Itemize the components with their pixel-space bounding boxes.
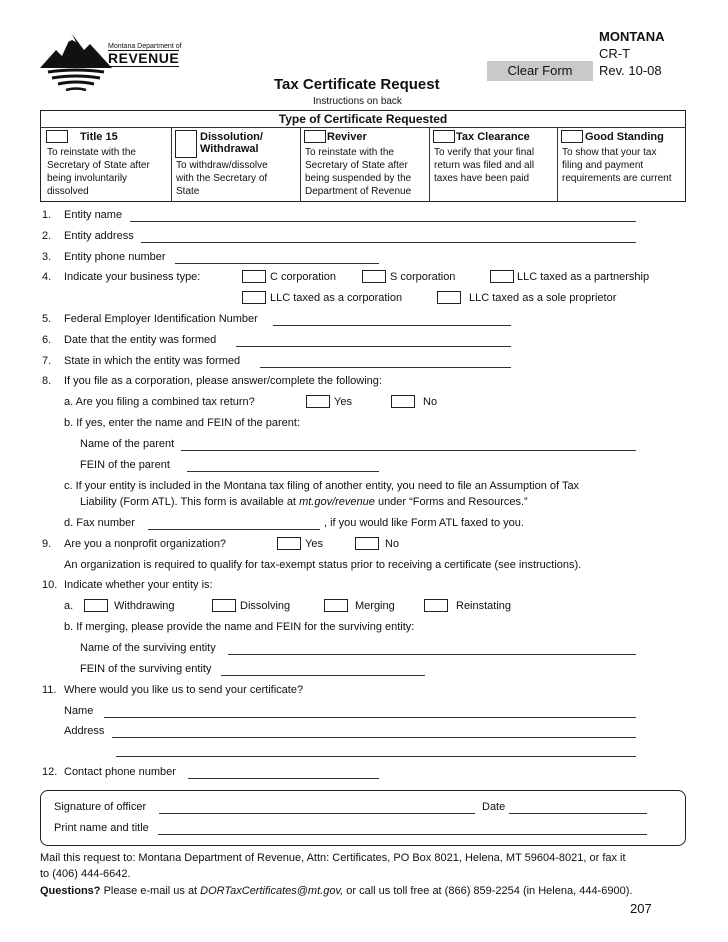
q12-number: 12. — [42, 766, 58, 778]
q5-label: Federal Employer Identification Number — [64, 313, 258, 325]
q11-label: Where would you like us to send your certificate? — [64, 684, 304, 696]
nonprofit-no-label: No — [385, 538, 400, 550]
nonprofit-yes-label: Yes — [305, 538, 323, 550]
dissolving-label: Dissolving — [240, 600, 291, 612]
q6-number: 6. — [42, 334, 52, 346]
llc-corporation-label: LLC taxed as a corporation — [270, 292, 403, 304]
q8c-line2: Liability (Form ATL). This form is available at mt.gov/revenue under “Forms and Resources.” — [80, 496, 528, 508]
fax-label: d. Fax number — [64, 517, 135, 529]
q8-number: 8. — [42, 375, 52, 387]
fax-note: , if you would like Form ATL faxed to you. — [324, 517, 524, 529]
q3-number: 3. — [42, 251, 52, 263]
q2-number: 2. — [42, 230, 52, 242]
nonprofit-yes-checkbox[interactable] — [277, 537, 301, 550]
q10b-label: b. If merging, please provide the name and FEIN for the surviving entity: — [64, 621, 415, 633]
q8-label: If you file as a corporation, please answer/complete the following: — [64, 375, 382, 387]
combined-no-checkbox[interactable] — [391, 395, 415, 408]
print-name-label: Print name and title — [54, 822, 149, 834]
contact-phone-field[interactable] — [188, 778, 379, 779]
q3-label: Entity phone number — [64, 251, 166, 263]
q9-label: Are you a nonprofit organization? — [64, 538, 227, 550]
q6-label: Date that the entity was formed — [64, 334, 217, 346]
q9-number: 9. — [42, 538, 52, 550]
q10-label: Indicate whether your entity is: — [64, 579, 213, 591]
page-title: Tax Certificate Request — [274, 76, 440, 93]
combined-no-label: No — [423, 396, 438, 408]
reviver-checkbox[interactable] — [304, 130, 326, 143]
q4-number: 4. — [42, 271, 52, 283]
surviving-name-field[interactable] — [228, 654, 636, 655]
title15-title: Title 15 — [80, 131, 118, 143]
q1-label: Entity name — [64, 209, 123, 221]
mail-instructions-line2: to (406) 444-6642. — [40, 868, 131, 880]
entity-phone-field[interactable] — [175, 263, 379, 264]
parent-name-field[interactable] — [181, 450, 636, 451]
good-standing-checkbox[interactable] — [561, 130, 583, 143]
q7-number: 7. — [42, 355, 52, 367]
send-address-label: Address — [64, 725, 105, 737]
q11-number: 11. — [42, 684, 57, 696]
good-standing-title: Good Standing — [585, 131, 664, 143]
llc-sole-proprietor-label: LLC taxed as a sole proprietor — [469, 292, 617, 304]
send-address-field-1[interactable] — [112, 737, 636, 738]
reviver-title: Reviver — [327, 131, 367, 143]
questions-line: Questions? Please e-mail us at DORTaxCertificates@mt.gov, or call us toll free at (866) 859-2254 (in Helena, 444-6900). — [40, 885, 633, 897]
tax-clearance-checkbox[interactable] — [433, 130, 455, 143]
q12-label: Contact phone number — [64, 766, 176, 778]
logo-main-text: REVENUE — [108, 50, 180, 66]
merging-label: Merging — [355, 600, 395, 612]
llc-partnership-label: LLC taxed as a partnership — [517, 271, 650, 283]
q10-number: 10. — [42, 579, 58, 591]
q1-number: 1. — [42, 209, 52, 221]
c-corporation-checkbox[interactable] — [242, 270, 266, 283]
q4-label: Indicate your business type: — [64, 271, 201, 283]
reinstating-label: Reinstating — [456, 600, 512, 612]
combined-yes-checkbox[interactable] — [306, 395, 330, 408]
date-label: Date — [482, 801, 506, 813]
withdrawing-checkbox[interactable] — [84, 599, 108, 612]
dissolution-desc: To withdraw/dissolve with the Secretary of State — [176, 160, 268, 197]
q8c-line1: c. If your entity is included in the Montana tax filing of another entity, you need to file an Assumption of Tax — [64, 480, 580, 492]
title15-checkbox[interactable] — [46, 130, 68, 143]
certificate-table-heading: Type of Certificate Requested — [278, 112, 448, 126]
s-corporation-checkbox[interactable] — [362, 270, 386, 283]
dissolution-title: Dissolution/ Withdrawal — [200, 131, 263, 155]
llc-corporation-checkbox[interactable] — [242, 291, 266, 304]
date-field[interactable] — [509, 813, 647, 814]
send-name-label: Name — [64, 705, 94, 717]
q10a-label: a. — [64, 600, 74, 612]
parent-fein-label: FEIN of the parent — [80, 459, 170, 471]
send-name-field[interactable] — [104, 717, 636, 718]
form-id: CR-T — [599, 46, 631, 61]
parent-fein-field[interactable] — [187, 471, 379, 472]
entity-name-field[interactable] — [130, 221, 636, 222]
q8a-label: a. Are you filing a combined tax return? — [64, 396, 255, 408]
form-revision: Rev. 10-08 — [599, 63, 662, 78]
page-subtitle: Instructions on back — [313, 96, 402, 107]
withdrawing-label: Withdrawing — [114, 600, 175, 612]
llc-sole-proprietor-checkbox[interactable] — [437, 291, 461, 304]
q8b-label: b. If yes, enter the name and FEIN of the parent: — [64, 417, 301, 429]
nonprofit-no-checkbox[interactable] — [355, 537, 379, 550]
tax-clearance-desc: To verify that your final return was filed and all taxes have been paid — [434, 147, 535, 184]
llc-partnership-checkbox[interactable] — [490, 270, 514, 283]
fax-field[interactable] — [148, 529, 320, 530]
dissolving-checkbox[interactable] — [212, 599, 236, 612]
nonprofit-note: An organization is required to qualify for tax-exempt status prior to receiving a certificate (see instructions). — [64, 559, 582, 571]
signature-label: Signature of officer — [54, 801, 147, 813]
signature-box — [40, 790, 686, 846]
print-name-field[interactable] — [158, 834, 647, 835]
state-label: MONTANA — [599, 29, 665, 44]
q5-number: 5. — [42, 313, 52, 325]
surviving-fein-field[interactable] — [221, 675, 425, 676]
reinstating-checkbox[interactable] — [424, 599, 448, 612]
combined-yes-label: Yes — [334, 396, 352, 408]
logo-top-text: Montana Department of — [108, 43, 182, 50]
send-address-field-2[interactable] — [116, 756, 636, 757]
surviving-fein-label: FEIN of the surviving entity — [80, 663, 212, 675]
page-number: 207 — [630, 901, 652, 916]
dissolution-checkbox[interactable] — [175, 130, 197, 158]
contact-email-link[interactable]: DORTaxCertificates@mt.gov, — [200, 885, 344, 897]
q2-label: Entity address — [64, 230, 134, 242]
revenue-logo-graphic — [40, 28, 112, 94]
q7-label: State in which the entity was formed — [64, 355, 241, 367]
fein-field[interactable] — [273, 325, 511, 326]
title15-desc: To reinstate with the Secretary of State after being involuntarily dissolved — [47, 147, 150, 197]
s-corporation-label: S corporation — [390, 271, 456, 283]
surviving-name-label: Name of the surviving entity — [80, 642, 216, 654]
c-corporation-label: C corporation — [270, 271, 337, 283]
clear-form-button[interactable]: Clear Form — [487, 61, 593, 81]
merging-checkbox[interactable] — [324, 599, 348, 612]
revenue-link[interactable]: mt.gov/revenue — [299, 496, 375, 508]
good-standing-desc: To show that your tax filing and payment requirements are current — [562, 147, 672, 184]
reviver-desc: To reinstate with the Secretary of State after being suspended by the Department of Revenue — [305, 147, 412, 197]
entity-address-field[interactable] — [141, 242, 636, 243]
signature-field[interactable] — [159, 813, 475, 814]
parent-name-label: Name of the parent — [80, 438, 175, 450]
date-formed-field[interactable] — [236, 346, 511, 347]
state-formed-field[interactable] — [260, 367, 511, 368]
tax-clearance-title: Tax Clearance — [456, 131, 530, 143]
mail-instructions-line1: Mail this request to: Montana Department of Revenue, Attn: Certificates, PO Box 8021, Helena, MT 59604-8021, or fax it — [40, 852, 626, 864]
